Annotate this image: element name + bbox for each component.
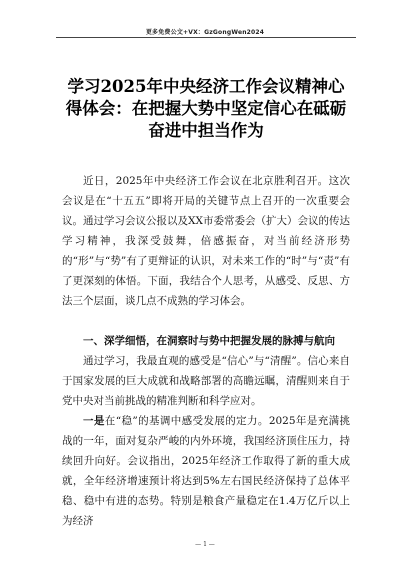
- page-header-text: 更多免费公文+VX：GzGongWen2024: [145, 29, 265, 36]
- paragraph-section1-intro: 通过学习，我最直观的感受是“信心”与“清醒”。信心来自于国家发展的巨大成就和战略部署的高瞻远瞩，清醒则来自于党中央对当前挑战的精准判断和科学应对。: [62, 355, 350, 407]
- document-body-section1: [62, 331, 350, 531]
- page-number: — 1 —: [195, 541, 215, 548]
- document-body: [62, 171, 350, 311]
- paragraph-section1-point1: [62, 411, 350, 531]
- point-lead: 一是: [83, 415, 105, 427]
- header-divider: [56, 37, 356, 38]
- section-heading-1: 一、深学细悟，在洞察时与势中把握发展的脉搏与航向: [83, 335, 335, 347]
- point-text: 在“稳”的基调中感受发展的定力。2025年是充满挑战的一年，面对复杂严峻的内外环境，我国经济顶住压力，持续回升向好。会议指出，2025年经济工作取得了新的重大成就，全年经济增速预计将达到5%左右国民经济保持了总体平稳、稳中有进的态势。特别是粮食产量稳定在1.4万亿斤以上为经济: [62, 415, 350, 527]
- paragraph-intro: 近日，2025年中央经济工作会议在北京胜利召开。这次会议是在“十五五”即将开局的关键节点上召开的一次重要会议。通过学习会议公报以及XX市委常委会（扩大）会议的传达学习精神，我深受鼓舞，倍感振奋，对当前经济形势的“形”与“势”有了更辩证的认识，对未来工作的“时”与“责”有了更深刻的体悟。下面，我结合个人思考，从感受、反思、方法三个层面，谈几点不成熟的学习体会。: [62, 175, 350, 307]
- document-title: 学习2025年中央经济工作会议精神心得体会：在把握大势中坚定信心在砥砺奋进中担当作为: [65, 77, 347, 140]
